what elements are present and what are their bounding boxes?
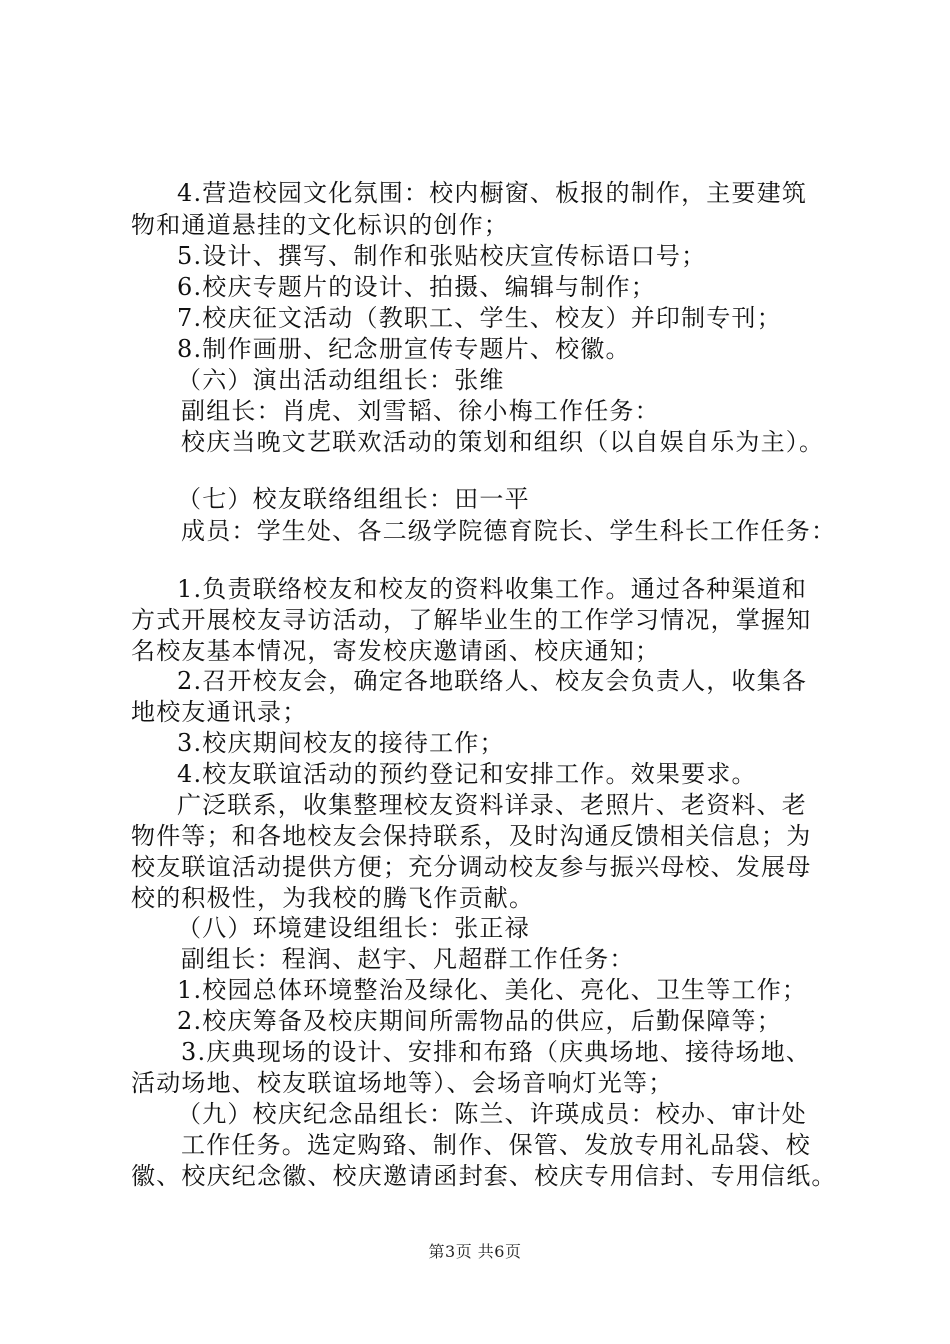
paragraph-line: 8.制作画册、纪念册宣传专题片、校徽。 <box>177 335 631 363</box>
paragraph-line: 地校友通讯录； <box>131 698 308 726</box>
paragraph-line: 3.庆典现场的设计、安排和布臵（庆典场地、接待场地、 <box>181 1038 812 1066</box>
paragraph-line: 6.校庆专题片的设计、拍摄、编辑与制作； <box>177 273 656 301</box>
paragraph-line: 5.设计、撰写、制作和张贴校庆宣传标语口号； <box>177 242 707 270</box>
section-heading: （九）校庆纪念品组长：陈兰、许瑛成员：校办、审计处 <box>177 1100 807 1128</box>
section-heading: （八）环境建设组组长：张正禄 <box>177 914 530 942</box>
paragraph-line: 校友联谊活动提供方便；充分调动校友参与振兴母校、发展母 <box>131 853 812 881</box>
paragraph-line: 3.校庆期间校友的接待工作； <box>177 729 505 757</box>
paragraph-line: 方式开展校友寻访活动，了解毕业生的工作学习情况，掌握知 <box>131 606 812 634</box>
paragraph-line: 2.召开校友会，确定各地联络人、校友会负责人，收集各 <box>177 667 808 695</box>
paragraph-line: 2.校庆筹备及校庆期间所需物品的供应，后勤保障等； <box>177 1007 782 1035</box>
paragraph-line: 副组长：肖虎、刘雪韬、徐小梅工作任务： <box>181 397 660 425</box>
paragraph-line: 校的积极性，为我校的腾飞作贡献。 <box>131 884 535 912</box>
paragraph-line: 7.校庆征文活动（教职工、学生、校友）并印制专刊； <box>177 304 782 332</box>
paragraph-line: 名校友基本情况，寄发校庆邀请函、校庆通知； <box>131 637 661 665</box>
paragraph-line: 1.负责联络校友和校友的资料收集工作。通过各种渠道和 <box>177 575 808 603</box>
paragraph-line: 物件等；和各地校友会保持联系，及时沟通反馈相关信息；为 <box>131 822 812 850</box>
paragraph-line: 活动场地、校友联谊场地等）、会场音响灯光等； <box>131 1069 674 1097</box>
paragraph-line: 校庆当晚文艺联欢活动的策划和组织（以自娱自乐为主）。 <box>181 428 825 456</box>
paragraph-line: 徽、校庆纪念徽、校庆邀请函封套、校庆专用信封、专用信纸。 <box>131 1162 837 1190</box>
paragraph-line: 广泛联系，收集整理校友资料详录、老照片、老资料、老 <box>177 791 807 819</box>
paragraph-line: 工作任务。选定购臵、制作、保管、发放专用礼品袋、校 <box>181 1131 811 1159</box>
page-number-footer: 第3页 共6页 <box>428 1242 522 1261</box>
section-heading: （七）校友联络组组长：田一平 <box>177 485 530 513</box>
paragraph-line: 4.校友联谊活动的预约登记和安排工作。效果要求。 <box>177 760 757 788</box>
paragraph-line: 1.校园总体环境整治及绿化、美化、亮化、卫生等工作； <box>177 976 808 1004</box>
paragraph-line: 物和通道悬挂的文化标识的创作； <box>131 211 509 239</box>
paragraph-line: 副组长：程润、赵宇、凡超群工作任务： <box>181 945 635 973</box>
paragraph-line: 4.营造校园文化氛围：校内橱窗、板报的制作，主要建筑 <box>177 179 808 207</box>
section-heading: （六）演出活动组组长：张维 <box>177 366 505 394</box>
paragraph-line: 成员：学生处、各二级学院德育院长、学生科长工作任务： <box>181 517 837 545</box>
